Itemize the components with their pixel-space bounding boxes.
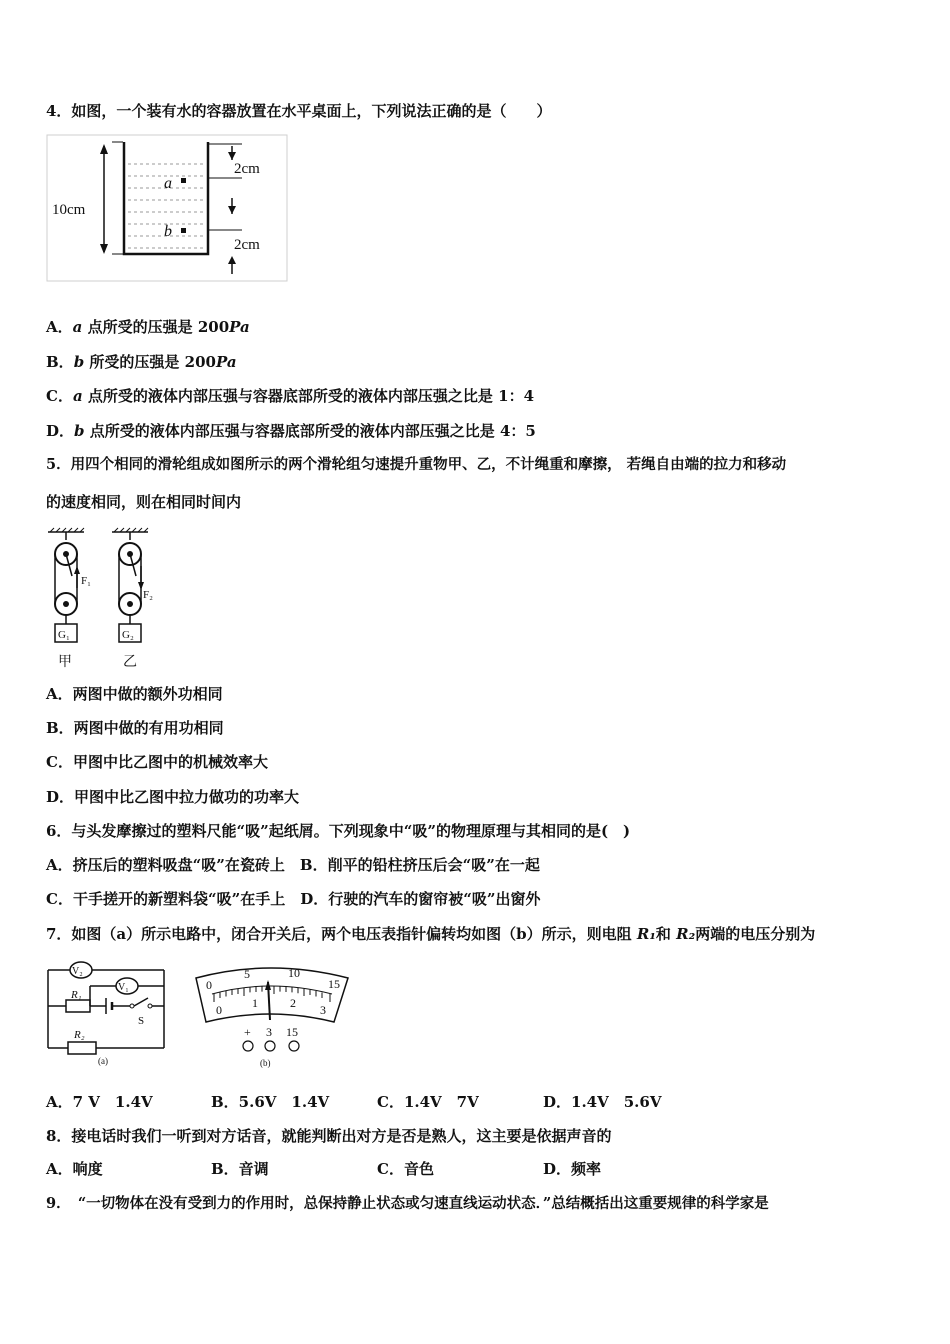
q5-f2-label: F₂: [143, 589, 153, 601]
option-key: C．: [46, 387, 73, 405]
q4-top-label: 2cm: [234, 161, 260, 177]
option-var: a: [72, 318, 83, 336]
q7-option-c: C．1.4V 7V: [377, 1093, 479, 1111]
q7-r1-symbol: R₁: [636, 925, 656, 943]
q7-r2-label: R₂: [74, 1029, 85, 1041]
q7-stem-part: 两端的电压分别为: [695, 925, 816, 943]
q7-v1-label: V₁: [118, 982, 129, 993]
q5-label-left: 甲: [58, 655, 72, 670]
option-var: a: [72, 387, 83, 405]
q8-option-b: B．音调: [211, 1160, 269, 1178]
q7-terminal-label: +: [244, 1025, 251, 1039]
option-text: 点所受的液体内部压强与容器底部所受的液体内部压强之比是 1：4: [82, 387, 535, 405]
q4-option-c: [46, 386, 534, 406]
q7-top-tick: 15: [328, 977, 340, 991]
q7-top-tick: 5: [244, 967, 250, 981]
q7-terminal-label: 3: [266, 1025, 272, 1039]
q5-g1-label: G₁: [58, 629, 70, 641]
q4-stem: 4．如图，一个装有水的容器放置在水平桌面上，下列说法正确的是（ ）: [46, 102, 552, 120]
q7-switch-label: S: [138, 1015, 145, 1027]
q6-stem: 6．与头发摩擦过的塑料尺能“吸”起纸屑。下列现象中“吸”的物理原理与其相同的是( ): [46, 822, 631, 840]
q5-stem-line1: 5．用四个相同的滑轮组成如图所示的两个滑轮组匀速提升重物甲、乙，不计绳重和摩擦， 若绳自由端的拉力和移动: [46, 456, 787, 473]
option-key: D．: [46, 422, 75, 440]
q7-option-d: D．1.4V 5.6V: [543, 1093, 662, 1111]
q7-bottom-tick: 0: [216, 1003, 222, 1017]
option-key: A．: [46, 318, 73, 336]
option-text: 点所受的压强是 200: [82, 318, 230, 336]
option-text: 所受的压强是 200: [84, 353, 216, 371]
q7-v2-label: V₂: [72, 966, 83, 977]
q9-stem: 9． “一切物体在没有受到力的作用时，总保持静止状态或匀速直线运动状态．”总结概括出这重要规律的科学家是: [46, 1195, 769, 1212]
q6-options-line1: A．挤压后的塑料吸盘“吸”在瓷砖上 B．削平的铅柱挤压后会“吸”在一起: [46, 856, 540, 874]
q7-circuit-figure-a: [44, 958, 170, 1068]
q7-bottom-tick: 2: [290, 996, 296, 1010]
q7-fig-b-caption: (b): [260, 1058, 271, 1068]
q5-option-c: C．甲图中比乙图中的机械效率大: [46, 753, 268, 771]
q5-option-d: D．甲图中比乙图中拉力做功的功率大: [46, 788, 300, 806]
q5-option-a: A．两图中做的额外功相同: [46, 685, 223, 703]
q7-voltmeter-figure-b: [190, 962, 356, 1072]
q7-stem-part: 7．如图（a）所示电路中，闭合开关后，两个电压表指针偏转均如图（b）所示，则电阻: [46, 925, 637, 943]
q8-stem: 8．接电话时我们一听到对方话音，就能判断出对方是否是熟人，这主要是依据声音的: [46, 1127, 612, 1145]
q4-total-label: 10cm: [52, 202, 86, 218]
q7-terminal-label: 15: [286, 1025, 298, 1039]
q4-option-a: [46, 317, 250, 337]
q7-bottom-tick: 3: [320, 1003, 326, 1017]
q5-g2-label: G₂: [122, 629, 134, 641]
q7-top-tick: 0: [206, 978, 212, 992]
option-var: b: [74, 422, 85, 440]
q4-point-a: a: [164, 175, 172, 192]
q8-option-a: A．响度: [46, 1160, 103, 1178]
q8-option-c: C．音色: [377, 1160, 434, 1178]
q8-option-d: D．频率: [543, 1160, 602, 1178]
q5-pulley-figure: [46, 526, 166, 672]
q7-r2-symbol: R₂: [676, 925, 696, 943]
q5-stem-line2: 的速度相同，则在相同时间内: [46, 493, 242, 511]
q4-container-figure: [46, 134, 288, 282]
q7-option-b: B．5.6V 1.4V: [211, 1093, 330, 1111]
option-unit: Pa: [215, 353, 237, 371]
q4-option-d: [46, 421, 536, 441]
q7-r1-label: R₁: [71, 989, 82, 1001]
q5-option-b: B．两图中做的有用功相同: [46, 719, 224, 737]
option-unit: Pa: [229, 318, 250, 336]
option-text: 点所受的液体内部压强与容器底部所受的液体内部压强之比是 4：5: [84, 422, 536, 440]
q5-label-right: 乙: [123, 655, 137, 670]
q7-option-a: A．7 V 1.4V: [46, 1093, 153, 1111]
q5-f1-label: F₁: [81, 575, 91, 587]
q4-bottom-label: 2cm: [234, 237, 260, 253]
q7-top-tick: 10: [288, 966, 300, 980]
q7-bottom-tick: 1: [252, 996, 258, 1010]
option-key: B．: [46, 353, 74, 371]
q7-stem: [46, 924, 815, 944]
q4-option-b: [46, 352, 237, 372]
q4-point-b: b: [164, 223, 172, 240]
q7-fig-a-caption: (a): [98, 1056, 108, 1066]
option-var: b: [73, 353, 85, 371]
q6-options-line2: C．干手搓开的新塑料袋“吸”在手上 D．行驶的汽车的窗帘被“吸”出窗外: [46, 890, 541, 908]
q7-stem-part: 和: [655, 925, 677, 943]
